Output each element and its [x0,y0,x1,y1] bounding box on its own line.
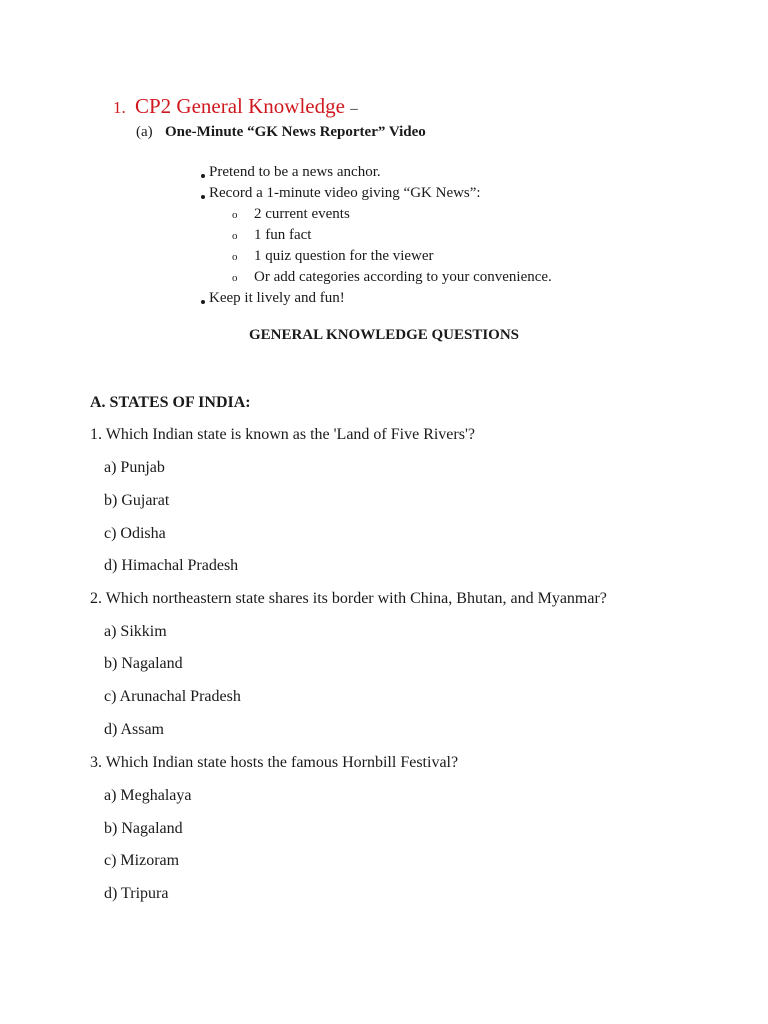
subbullet-marker: o [232,230,238,242]
question-text: 2. Which northeastern state shares its border with China, Bhutan, and Myanmar? [90,590,607,607]
question-option: b) Nagaland [104,820,183,837]
subbullet-marker: o [232,209,238,221]
subbullet-item: 2 current events [254,206,350,222]
question-option: a) Punjab [104,459,165,476]
bullet-dot [201,195,205,199]
question-text: 1. Which Indian state is known as the 'Land of Five Rivers'? [90,426,475,443]
question-option: b) Gujarat [104,492,170,509]
heading-title-line [135,94,358,119]
question-option: b) Nagaland [104,655,183,672]
question-option: c) Arunachal Pradesh [104,688,241,705]
subbullet-item: 1 quiz question for the viewer [254,248,434,264]
bullet-item: Record a 1-minute video giving “GK News”: [209,185,481,201]
question-option: c) Mizoram [104,852,180,869]
bullet-item: Keep it lively and fun! [209,290,345,306]
heading-title: CP2 General Knowledge [135,94,345,118]
question-option: a) Sikkim [104,623,167,640]
section-title: A. STATES OF INDIA: [90,394,251,411]
activity-label: (a) [136,124,153,140]
subbullet-item: Or add categories according to your convenience. [254,269,552,285]
bullet-dot [201,174,205,178]
bullet-item: Pretend to be a news anchor. [209,164,381,180]
question-text: 3. Which Indian state hosts the famous Hornbill Festival? [90,754,459,771]
subbullet-item: 1 fun fact [254,227,312,243]
question-option: a) Meghalaya [104,787,192,804]
question-option: c) Odisha [104,525,166,542]
bullet-dot [201,300,205,304]
questions-title: GENERAL KNOWLEDGE QUESTIONS [248,327,520,343]
question-option: d) Assam [104,721,164,738]
subbullet-marker: o [232,272,238,284]
activity-title: One-Minute “GK News Reporter” Video [165,124,426,140]
heading-number: 1. [113,98,126,117]
subbullet-marker: o [232,251,238,263]
question-option: d) Himachal Pradesh [104,557,239,574]
heading-dash: – [350,101,358,117]
question-option: d) Tripura [104,885,169,902]
